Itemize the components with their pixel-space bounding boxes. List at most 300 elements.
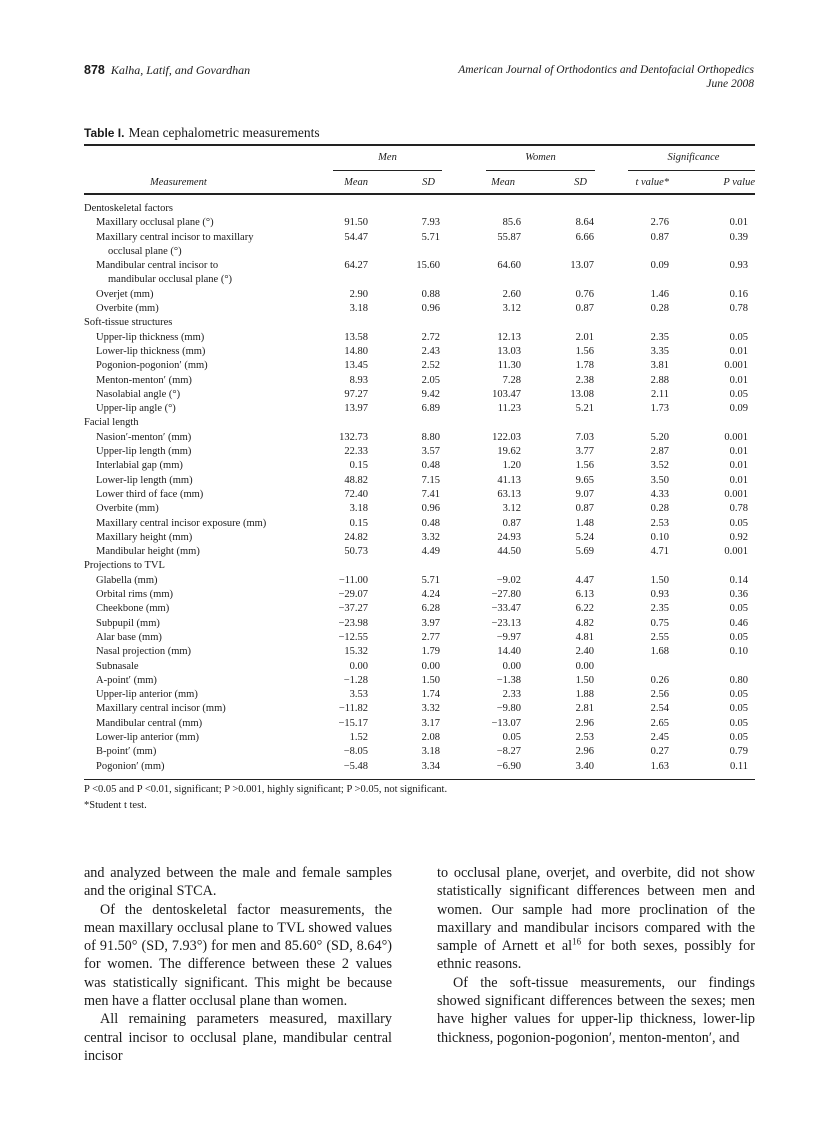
women-mean-cell: −1.38 [496,674,521,686]
p-value-cell: 0.39 [729,231,748,243]
t-value-cell: 1.63 [650,760,669,772]
paragraph: Of the soft-tissue measurements, our findings showed significant differences between the sexes; men have higher values for upper-lip thickness, lower-lip thickness, pogonion-pogonion′, menton-menton′, and [437,974,755,1046]
p-value-cell: 0.93 [729,260,748,272]
measurement-label: Maxillary occlusal plane (°) [96,217,214,229]
measurement-label: Subnasale [96,660,139,672]
men-sd-cell: 2.05 [421,374,440,386]
col-women-mean: Mean [491,177,515,188]
section-label: Facial length [84,417,139,429]
women-mean-cell: −27.80 [491,589,521,601]
women-mean-cell: 0.87 [502,517,521,529]
p-value-cell: 0.05 [729,689,748,701]
women-sd-cell: 0.76 [575,288,594,300]
p-value-cell: 0.80 [729,674,748,686]
women-sd-cell: 6.66 [575,231,594,243]
table-row [84,574,755,588]
measurement-label: Glabella (mm) [96,574,158,586]
men-mean-cell: −5.48 [343,760,368,772]
men-sd-cell: 4.49 [421,546,440,558]
men-sd-cell: 3.57 [421,446,440,458]
men-sd-cell: 15.60 [416,260,440,272]
measurement-label: Menton-menton′ (mm) [96,374,192,386]
measurement-label: Maxillary central incisor to maxillary [96,231,254,243]
t-value-cell: 0.27 [650,746,669,758]
women-sd-cell: 1.78 [575,360,594,372]
col-men-mean: Mean [344,177,368,188]
measurement-label: Nasolabial angle (°) [96,388,181,400]
t-value-cell: 2.76 [650,217,669,229]
table-row [84,431,755,445]
section-heading [84,559,755,573]
table-row [84,731,755,745]
men-mean-cell: 64.27 [344,260,368,272]
significance-spanner [628,170,755,171]
men-sd-cell: 7.93 [421,217,440,229]
p-value-cell: 0.10 [729,646,748,658]
measurement-label: Nasal projection (mm) [96,646,192,658]
p-value-cell: 0.05 [729,703,748,715]
measurement-label: Lower-lip anterior (mm) [96,731,200,743]
paragraph [437,864,755,974]
women-mean-cell: −9.97 [496,631,521,643]
women-mean-cell: 44.50 [497,546,521,558]
measurement-label: Maxillary height (mm) [96,531,193,543]
body-column-left [84,864,392,1065]
women-mean-cell: 41.13 [497,474,521,486]
women-sd-cell: 4.81 [575,631,594,643]
header-significance: Significance [667,152,720,163]
women-sd-cell: 4.82 [575,617,594,629]
measurement-label: Orbital rims (mm) [96,589,173,601]
measurement-label: Upper-lip thickness (mm) [96,331,205,343]
text-run: to occlusal plane, overjet, and overbite, did not show statistically significant differences between men and women. Our sample had more proclination of the maxillary and mandibular incisors compared with the sample of Arnett et al [437,865,755,955]
col-p-value: P value [723,177,755,188]
table-row [84,231,755,260]
p-value-cell: 0.01 [729,345,748,357]
women-mean-cell: 64.60 [497,260,521,272]
men-mean-cell: 2.90 [349,288,368,300]
women-mean-cell: −9.80 [496,703,521,715]
table-caption: Mean cephalometric measurements [128,125,320,140]
women-mean-cell: 24.93 [497,531,521,543]
section-label: Dentoskeletal factors [84,203,173,214]
men-mean-cell: 24.82 [344,531,368,543]
t-value-cell: 1.68 [650,646,669,658]
measurement-label: Pogonion′ (mm) [96,760,165,772]
women-mean-cell: 2.33 [502,689,521,701]
p-value-cell: 0.05 [729,731,748,743]
women-sd-cell: 5.69 [575,546,594,558]
women-mean-cell: 85.6 [502,217,521,229]
men-mean-cell: 22.33 [344,446,368,458]
measurement-label: Alar base (mm) [96,631,162,643]
header-women: Women [525,152,556,163]
women-mean-cell: −6.90 [496,760,521,772]
men-sd-cell: 3.32 [421,531,440,543]
women-mean-cell: −8.27 [496,746,521,758]
women-sd-cell: 13.07 [570,260,594,272]
measurement-label: Maxillary central incisor (mm) [96,703,226,715]
table-row [84,702,755,716]
men-sd-cell: 8.80 [421,431,440,443]
women-sd-cell: 3.77 [575,446,594,458]
men-sd-cell: 0.88 [421,288,440,300]
measurement-label: A-point′ (mm) [96,674,157,686]
t-value-cell: 2.35 [650,603,669,615]
men-sd-cell: 0.96 [421,303,440,315]
men-sd-cell: 6.89 [421,403,440,415]
measurement-label: Overbite (mm) [96,503,159,515]
women-sd-cell: 4.47 [575,574,594,586]
measurement-label: Upper-lip angle (°) [96,403,176,415]
t-value-cell: 2.35 [650,331,669,343]
p-value-cell: 0.79 [729,746,748,758]
women-sd-cell: 2.53 [575,731,594,743]
p-value-cell: 0.001 [724,431,748,443]
men-sd-cell: 1.79 [421,646,440,658]
table-row [84,445,755,459]
measurement-label: Upper-lip anterior (mm) [96,689,198,701]
t-value-cell: 3.52 [650,460,669,472]
women-sd-cell: 2.01 [575,331,594,343]
men-mean-cell: −23.98 [338,617,368,629]
t-value-cell: 2.65 [650,717,669,729]
table-row [84,488,755,502]
men-mean-cell: −15.17 [338,717,368,729]
p-value-cell: 0.001 [724,488,748,500]
table-row [84,602,755,616]
t-value-cell: 2.53 [650,517,669,529]
women-mean-cell: 0.05 [502,731,521,743]
col-women-sd: SD [574,177,587,188]
journal-name: American Journal of Orthodontics and Dentofacial Orthopedics [458,64,754,76]
men-mean-cell: 3.18 [349,303,368,315]
men-sd-cell: 4.24 [421,589,440,601]
women-sd-cell: 9.07 [575,488,594,500]
women-sd-cell: 6.22 [575,603,594,615]
women-sd-cell: 1.50 [575,674,594,686]
text-run: for both sexes, possibly for ethnic reasons. [437,938,755,973]
t-value-cell: 2.56 [650,689,669,701]
men-mean-cell: 132.73 [339,431,368,443]
measurement-label: Nasion′-menton′ (mm) [96,431,192,443]
men-mean-cell: −29.07 [338,589,368,601]
t-value-cell: 0.87 [650,231,669,243]
p-value-cell: 0.05 [729,388,748,400]
measurement-label: Cheekbone (mm) [96,603,170,615]
table-row [84,331,755,345]
men-sd-cell: 0.48 [421,460,440,472]
table-row [84,388,755,402]
women-mean-cell: 19.62 [497,446,521,458]
men-mean-cell: −11.00 [338,574,368,586]
p-value-cell: 0.05 [729,631,748,643]
men-mean-cell: −1.28 [343,674,368,686]
women-mean-cell: −23.13 [491,617,521,629]
col-t-value: t value* [635,177,669,188]
women-sd-cell: 5.24 [575,531,594,543]
men-mean-cell: 54.47 [344,231,368,243]
p-value-cell: 0.14 [729,574,748,586]
table-row [84,345,755,359]
women-sd-cell: 1.48 [575,517,594,529]
women-mean-cell: 7.28 [502,374,521,386]
table-row [84,502,755,516]
col-men-sd: SD [422,177,435,188]
women-spanner [486,170,595,171]
men-mean-cell: 13.58 [344,331,368,343]
t-value-cell: 1.50 [650,574,669,586]
table-row [84,374,755,388]
men-mean-cell: −11.82 [338,703,368,715]
women-mean-cell: 11.30 [497,360,521,372]
t-value-cell: 2.11 [651,388,669,400]
p-value-cell: 0.09 [729,403,748,415]
men-spanner [333,170,442,171]
table-row [84,717,755,731]
table-body [84,202,755,774]
section-heading [84,416,755,430]
table-row [84,688,755,702]
issue-date: June 2008 [706,78,754,90]
p-value-cell: 0.05 [729,517,748,529]
women-sd-cell: 8.64 [575,217,594,229]
p-value-cell: 0.11 [730,760,748,772]
men-mean-cell: −8.05 [343,746,368,758]
women-sd-cell: 9.65 [575,474,594,486]
measurement-label: Subpupil (mm) [96,617,160,629]
men-sd-cell: 1.50 [421,674,440,686]
t-value-cell: 4.71 [650,546,669,558]
p-value-cell: 0.46 [729,617,748,629]
table-row [84,674,755,688]
t-value-cell: 0.28 [650,503,669,515]
p-value-cell: 0.01 [729,446,748,458]
measurement-label: occlusal plane (°) [108,245,182,257]
measurement-label: Mandibular height (mm) [96,546,200,558]
women-mean-cell: 55.87 [497,231,521,243]
men-mean-cell: −37.27 [338,603,368,615]
p-value-cell: 0.05 [729,717,748,729]
men-mean-cell: 14.80 [344,345,368,357]
measurement-label: Mandibular central (mm) [96,717,203,729]
measurement-label: Pogonion-pogonion′ (mm) [96,360,208,372]
men-sd-cell: 5.71 [421,574,440,586]
t-value-cell: 3.81 [650,360,669,372]
p-value-cell: 0.001 [724,360,748,372]
table-title [84,125,320,141]
men-mean-cell: 15.32 [344,646,368,658]
t-value-cell: 3.35 [650,345,669,357]
table-row [84,302,755,316]
measurement-label: B-point′ (mm) [96,746,157,758]
women-sd-cell: 2.40 [575,646,594,658]
women-mean-cell: −13.07 [491,717,521,729]
women-mean-cell: 122.03 [492,431,521,443]
women-sd-cell: 3.40 [575,760,594,772]
p-value-cell: 0.78 [729,303,748,315]
men-mean-cell: 1.52 [349,731,368,743]
men-mean-cell: 13.97 [344,403,368,415]
women-sd-cell: 0.87 [575,303,594,315]
women-sd-cell: 2.96 [575,746,594,758]
women-mean-cell: 1.20 [502,460,521,472]
men-sd-cell: 7.15 [421,474,440,486]
citation-ref[interactable]: 16 [572,936,582,947]
table-footnote-significance: P <0.05 and P <0.01, significant; P >0.001, highly significant; P >0.05, not significant. [84,784,448,795]
t-value-cell: 1.73 [650,403,669,415]
measurement-label: Mandibular central incisor to [96,260,219,272]
t-value-cell: 2.55 [650,631,669,643]
measurement-label: Lower third of face (mm) [96,488,204,500]
men-sd-cell: 6.28 [421,603,440,615]
t-value-cell: 0.09 [650,260,669,272]
women-mean-cell: −9.02 [496,574,521,586]
men-sd-cell: 2.43 [421,345,440,357]
men-mean-cell: −12.55 [338,631,368,643]
t-value-cell: 3.50 [650,474,669,486]
men-sd-cell: 0.96 [421,503,440,515]
women-sd-cell: 13.08 [570,388,594,400]
women-mean-cell: 2.60 [502,288,521,300]
t-value-cell: 0.75 [650,617,669,629]
section-label: Soft-tissue structures [84,317,173,329]
women-sd-cell: 0.87 [575,503,594,515]
men-mean-cell: 48.82 [344,474,368,486]
women-sd-cell: 0.00 [575,660,594,672]
header-men: Men [378,152,397,163]
women-mean-cell: 12.13 [497,331,521,343]
men-sd-cell: 7.41 [421,488,440,500]
table-row [84,588,755,602]
men-sd-cell: 5.71 [421,231,440,243]
men-mean-cell: 97.27 [344,388,368,400]
men-mean-cell: 0.00 [349,660,368,672]
p-value-cell: 0.001 [724,546,748,558]
t-value-cell: 2.45 [650,731,669,743]
men-sd-cell: 3.17 [421,717,440,729]
men-sd-cell: 2.77 [421,631,440,643]
table-row [84,517,755,531]
men-sd-cell: 3.18 [421,746,440,758]
men-mean-cell: 8.93 [349,374,368,386]
men-sd-cell: 2.52 [421,360,440,372]
col-measurement: Measurement [150,177,207,188]
men-sd-cell: 0.48 [421,517,440,529]
measurement-label: Interlabial gap (mm) [96,460,183,472]
p-value-cell: 0.92 [729,531,748,543]
section-label: Projections to TVL [84,560,165,572]
women-sd-cell: 2.81 [575,703,594,715]
table-row [84,216,755,230]
t-value-cell [599,660,669,674]
p-value-cell: 0.01 [729,217,748,229]
men-mean-cell: 3.18 [349,503,368,515]
table-row [84,259,755,288]
t-value-cell: 4.33 [650,488,669,500]
authors: Kalha, Latif, and Govardhan [110,63,251,77]
women-mean-cell: 63.13 [497,488,521,500]
men-sd-cell: 3.34 [421,760,440,772]
women-mean-cell: 14.40 [497,646,521,658]
measurement-label: Maxillary central incisor exposure (mm) [96,517,267,529]
t-value-cell: 0.26 [650,674,669,686]
section-heading [84,202,755,216]
section-heading [84,316,755,330]
men-sd-cell: 1.74 [421,689,440,701]
table-row [84,631,755,645]
p-value-cell: 0.01 [729,460,748,472]
p-value-cell: 0.05 [729,331,748,343]
t-value-cell: 2.87 [650,446,669,458]
table-row [84,531,755,545]
measurement-label: Lower-lip length (mm) [96,474,193,486]
table-row [84,660,755,674]
women-mean-cell: −33.47 [491,603,521,615]
men-mean-cell: 50.73 [344,546,368,558]
men-sd-cell: 0.00 [421,660,440,672]
women-mean-cell: 13.03 [497,345,521,357]
men-mean-cell: 72.40 [344,488,368,500]
men-sd-cell: 3.32 [421,703,440,715]
body-column-right [437,864,755,1047]
p-value-cell: 0.36 [729,589,748,601]
measurement-label: Overjet (mm) [96,288,154,300]
running-header-right [458,63,754,91]
p-value-cell: 0.16 [729,288,748,300]
table-row [84,617,755,631]
p-value-cell [678,660,748,674]
paragraph: Of the dentoskeletal factor measurements, the mean maxillary occlusal plane to TVL showed values of 91.50° (SD, 7.93°) for men and 85.60° (SD, 8.64°) for women. The difference between these 2 values was statistically significant. This might be because men have a flatter occlusal plane than women. [84,901,392,1010]
men-mean-cell: 3.53 [349,689,368,701]
t-value-cell: 0.10 [650,531,669,543]
men-sd-cell: 2.08 [421,731,440,743]
running-header-left [84,63,250,78]
table-row [84,545,755,559]
table-top-rule [84,144,755,146]
women-sd-cell: 1.56 [575,460,594,472]
measurement-label: Overbite (mm) [96,303,159,315]
t-value-cell: 5.20 [650,431,669,443]
paragraph: and analyzed between the male and female samples and the original STCA. [84,865,392,900]
t-value-cell: 1.46 [650,288,669,300]
women-mean-cell: 11.23 [497,403,521,415]
women-mean-cell: 3.12 [502,503,521,515]
women-sd-cell: 7.03 [575,431,594,443]
men-mean-cell: 91.50 [344,217,368,229]
women-sd-cell: 1.88 [575,689,594,701]
women-mean-cell: 0.00 [502,660,521,672]
women-mean-cell: 103.47 [492,388,521,400]
men-sd-cell: 9.42 [421,388,440,400]
measurement-label: Upper-lip length (mm) [96,446,192,458]
measurement-label: mandibular occlusal plane (°) [108,274,233,286]
table-row [84,288,755,302]
women-sd-cell: 5.21 [575,403,594,415]
women-sd-cell: 6.13 [575,589,594,601]
women-mean-cell: 3.12 [502,303,521,315]
men-mean-cell: 13.45 [344,360,368,372]
t-value-cell: 0.93 [650,589,669,601]
p-value-cell: 0.05 [729,603,748,615]
men-sd-cell: 3.97 [421,617,440,629]
table-row [84,760,755,774]
p-value-cell: 0.01 [729,374,748,386]
men-mean-cell: 0.15 [349,517,368,529]
table-bottom-rule [84,779,755,780]
t-value-cell: 2.54 [650,703,669,715]
table-footnote-ttest: *Student t test. [84,800,147,811]
